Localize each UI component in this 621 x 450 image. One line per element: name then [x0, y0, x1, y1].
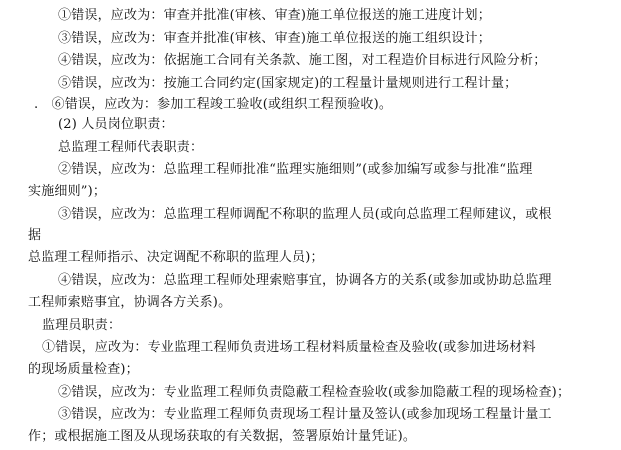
text-line: ③错误，应改为：审查并批准(审核、审查)施工单位报送的施工组织设计；	[58, 31, 491, 46]
text-line: ④错误，应改为：依据施工合同有关条款、施工图，对工程造价目标进行风险分析；	[58, 53, 547, 68]
text-line: ④错误，应改为：总监理工程师处理索赔事宜，协调各方的关系(或参加或协助总监理	[58, 273, 552, 288]
text-line: 作；或根据施工图及从现场获取的有关数据，签署原始计量凭证)。	[28, 429, 417, 444]
text-line: ②错误，应改为：总监理工程师批准“监理实施细则”(或参加编写或参与批准“监理	[58, 162, 533, 177]
text-line: ③错误，应改为：总监理工程师调配不称职的监理人员(或向总监理工程师建议，或根	[58, 207, 552, 222]
subheading: 监理员职责：	[42, 318, 122, 333]
text-line: 总监理工程师指示、决定调配不称职的监理人员)；	[28, 250, 324, 265]
text-line: 的现场质量检查)；	[28, 362, 139, 377]
text-line: ①错误，应改为：审查并批准(审核、审查)施工单位报送的施工进度计划；	[58, 8, 491, 23]
text-line: ①错误，应改为：专业监理工程师负责进场工程材料质量检查及验收(或参加进场材料	[42, 340, 536, 355]
text-line: 工程师索赔事宜，协调各方关系)。	[28, 295, 232, 310]
text-line: 实施细则”)；	[28, 184, 107, 199]
subheading: 总监理工程师代表职责：	[58, 140, 204, 155]
text-line: 据	[28, 228, 42, 243]
text-line: . ⑥错误，应改为：参加工程竣工验收(或组织工程预验收)。	[34, 97, 393, 112]
text-line: ③错误，应改为：专业监理工程师负责现场工程计量及签认(或参加现场工程量计量工	[58, 407, 552, 422]
section-heading: (2) 人员岗位职责：	[58, 117, 174, 132]
text-line: ②错误，应改为：专业监理工程师负责隐蔽工程检查验收(或参加隐蔽工程的现场检查)；	[58, 385, 571, 400]
text-line: ⑤错误，应改为：按施工合同约定(国家规定)的工程量计量规则进行工程计量；	[58, 76, 518, 91]
